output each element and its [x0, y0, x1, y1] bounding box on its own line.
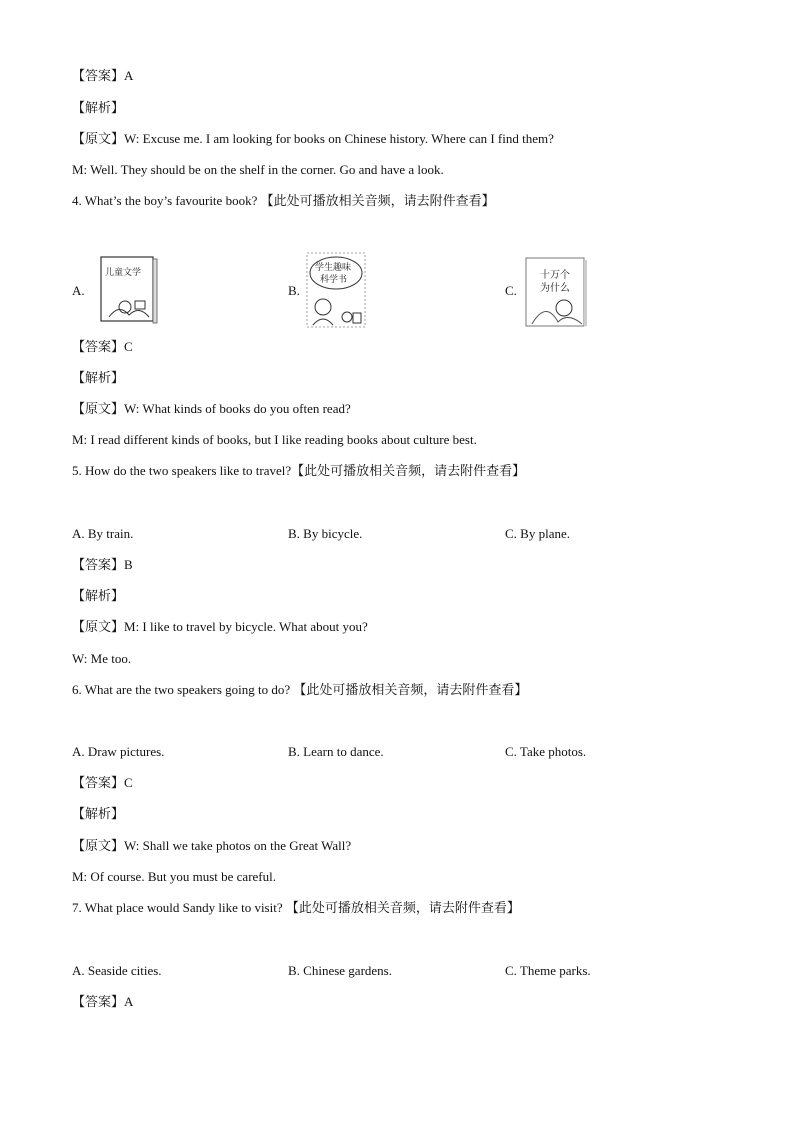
original-line-q4: [72, 400, 351, 419]
question-text: 5. How do the two speakers like to travel?: [72, 463, 292, 478]
answer-tag: 【答案】: [72, 776, 125, 791]
option-c: C. By plane.: [505, 526, 570, 541]
option-c-letter: C.: [505, 283, 517, 298]
answer-line-q7: [72, 993, 133, 1012]
original-line-q5: [72, 618, 368, 637]
book-title-b-2: 科学书: [320, 275, 348, 285]
option-a-letter: A.: [72, 283, 85, 298]
answer-value: B: [124, 557, 133, 572]
answer-tag: 【答案】: [72, 69, 125, 84]
option-a: A. Seaside cities.: [72, 963, 162, 978]
option-b: B. By bicycle.: [288, 526, 363, 541]
dialogue-line-q5: W: Me too.: [72, 651, 132, 666]
book-image-b: [305, 251, 367, 334]
original-line-q3: [72, 130, 554, 149]
question-6: [72, 681, 527, 700]
original-text: W: Excuse me. I am looking for books on Chinese history. Where can I find them?: [124, 131, 554, 146]
answer-line-q4: [72, 338, 133, 357]
question-4: [72, 192, 495, 211]
audio-note: 【此处可播放相关音频，请去附件查看】: [293, 683, 528, 698]
analysis-tag: 【解析】: [72, 101, 125, 116]
analysis-line-q5: [72, 587, 124, 606]
original-text: W: Shall we take photos on the Great Wall?: [124, 838, 352, 853]
option-a: A. Draw pictures.: [72, 744, 165, 759]
book-image-a: [99, 255, 159, 330]
answer-tag: 【答案】: [72, 558, 125, 573]
audio-note: 【此处可播放相关音频，请去附件查看】: [291, 464, 526, 479]
original-tag: 【原文】: [72, 402, 125, 417]
option-b: B. Learn to dance.: [288, 744, 384, 759]
original-text: W: What kinds of books do you often read?: [124, 401, 351, 416]
original-tag: 【原文】: [72, 620, 125, 635]
book-image-c: [524, 256, 588, 333]
analysis-line-q6: [72, 805, 124, 824]
answer-value: C: [124, 339, 133, 354]
answer-line-q3: [72, 67, 133, 86]
original-tag: 【原文】: [72, 132, 125, 147]
option-c: C. Take photos.: [505, 744, 587, 759]
book-title-c-2: 为什么: [540, 283, 570, 294]
question-7: [72, 899, 520, 918]
answer-line-q5: [72, 556, 133, 575]
option-b: B. Chinese gardens.: [288, 963, 392, 978]
audio-note: 【此处可播放相关音频，请去附件查看】: [260, 194, 495, 209]
dialogue-line-q6: M: Of course. But you must be careful.: [72, 869, 276, 884]
analysis-tag: 【解析】: [72, 371, 125, 386]
analysis-line-q4: [72, 369, 124, 388]
question-text: 4. What’s the boy’s favourite book?: [72, 193, 258, 208]
question-text: 7. What place would Sandy like to visit?: [72, 900, 283, 915]
analysis-tag: 【解析】: [72, 807, 125, 822]
analysis-line-q3: [72, 99, 124, 118]
dialogue-line-q3: M: Well. They should be on the shelf in the corner. Go and have a look.: [72, 162, 444, 177]
book-title-c-1: 十万个: [540, 270, 570, 281]
answer-tag: 【答案】: [72, 340, 125, 355]
answer-tag: 【答案】: [72, 995, 125, 1010]
answer-value: A: [124, 994, 134, 1009]
audio-note: 【此处可播放相关音频，请去附件查看】: [285, 901, 520, 916]
dialogue-line-q4: M: I read different kinds of books, but I like reading books about culture best.: [72, 432, 477, 447]
book-title-a: 儿童文学: [105, 268, 142, 278]
option-c: C. Theme parks.: [505, 963, 591, 978]
option-a: A. By train.: [72, 526, 134, 541]
book-title-b-1: 学生趣味: [315, 263, 352, 273]
analysis-tag: 【解析】: [72, 589, 125, 604]
original-line-q6: [72, 837, 351, 856]
question-text: 6. What are the two speakers going to do?: [72, 682, 291, 697]
question-5: [72, 462, 525, 481]
option-b-letter: B.: [288, 283, 300, 298]
answer-line-q6: [72, 774, 133, 793]
original-text: M: I like to travel by bicycle. What about you?: [124, 619, 368, 634]
answer-value: A: [124, 68, 134, 83]
original-tag: 【原文】: [72, 839, 125, 854]
answer-value: C: [124, 775, 133, 790]
